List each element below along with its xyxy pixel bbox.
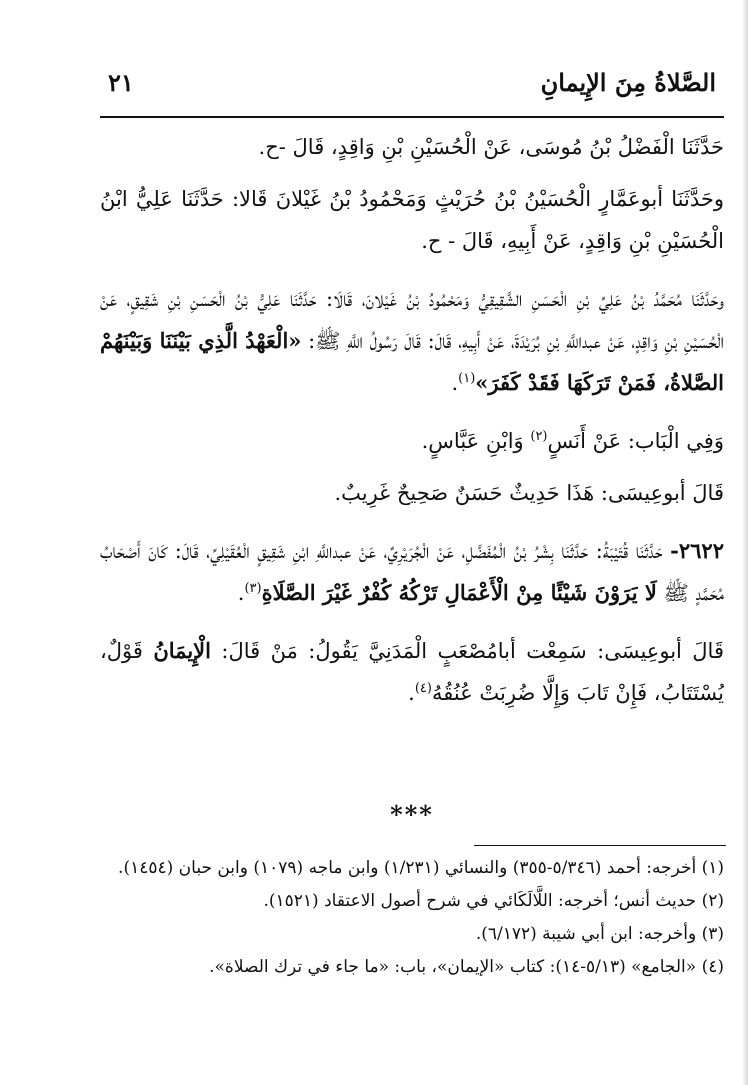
footnote-3: (٣) وأخرجه: ابن أبي شيبة (٦/١٧٢).: [475, 924, 724, 944]
footnote-ref-1: (١): [458, 371, 476, 386]
footnote-ref-2: (٢): [530, 429, 548, 444]
footnotes: [100, 853, 724, 985]
running-header: [100, 66, 722, 106]
footnote-divider: [474, 845, 726, 846]
page-number: ٢١: [108, 68, 134, 97]
footnote-4: (٤) «الجامع» (٥/١٣-١٤): كتاب «الإيمان»، باب: «ما جاء في ترك الصلاة».: [209, 957, 724, 977]
paragraph-2: وحَدَّثَنَا أبوعَمَّارٍ الْحُسَيْنُ بْنُ حُرَيْثٍ وَمَحْمُودُ بْنُ غَيْلانَ قَالا: حَدَّثَنَا عَلِيُّ ابْنُ الْحُسَيْنِ بْنِ وَاقِدٍ، عَنْ أَبِيهِ، قَالَ - ح.: [100, 187, 724, 253]
emphasis-word: الْإِيمَانُ: [153, 638, 211, 663]
hadith-number: ٢٦٢٢-: [670, 538, 724, 563]
paragraph-6: ٢٦٢٢- حَدَّثَنَا قُتَيْبَةُ: حَدَّثَنَا بِشْرُ بْنُ الْمُفَضَّلِ، عَنْ الْجُرَيْرِيِّ، عَنْ عبداللَّهِ ابْنِ شَقِيقٍ الْعُقَيْلِيِّ، قَالَ: كَانَ أَصْحَابُ مُحَمَّدٍ ﷺ لَا يَرَوْنَ شَيْئًا مِنْ الْأَعْمَالِ تَرْكُهُ كُفْرٌ غَيْرَ الصَّلَاةِ$^{(٣)}$.: [100, 538, 724, 605]
paragraph-5: قَالَ أبوعِيسَى: هَذَا حَدِيثٌ حَسَنٌ صَحِيحٌ غَرِيبٌ.: [334, 481, 724, 505]
hadith-text: [100, 126, 724, 730]
footnote-2: (٢) حديث أنس؛ أخرجه: اللَّالَكَائي في شرح أصول الاعتقاد (١٥٢١).: [263, 891, 724, 911]
hadith-quote: لَا يَرَوْنَ شَيْئًا مِنْ الْأَعْمَالِ تَرْكُهُ كُفْرٌ غَيْرَ الصَّلَاةِ: [261, 580, 657, 605]
chapter-title: الصَّلاةُ مِنَ الإِيمانِ: [540, 68, 716, 97]
header-divider: [100, 116, 724, 118]
footnote-ref-3: (٣): [244, 581, 262, 596]
section-separator: ***: [390, 800, 434, 829]
paragraph-7: قَالَ أبوعِيسَى: سَمِعْت أبامُصْعَبٍ الْمَدَنِيَّ يَقُولُ: مَنْ قَالَ: الْإِيمَانُ قَوْلٌ، يُسْتَتَابُ، فَإِنْ تَابَ وَإِلَّا ضُرِبَتْ عُنُقُهُ$^{(٤)}$.: [100, 638, 724, 705]
paragraph-3: وحَدَّثَنَا مُحَمَّدُ بْنُ عَلِيِّ بْنِ الْحَسَنِ الشَّقِيقِيُّ وَمَحْمُودُ بْنُ غَيْلانَ، قَالَا: حَدَّثَنَا عَلِيُّ بْنُ الْحَسَنِ بْنِ شَقِيقٍ، عَنْ الْحُسَيْنِ بْنِ وَاقِدٍ، عَنْ عبداللَّهِ بْنِ بُرَيْدَةَ، عَنْ أَبِيهِ، قَالَ: قَالَ رَسُولُ اللَّهِ ﷺ: «الْعَهْدُ الَّذِي بَيْنَنَا وَبَيْنَهُمْ الصَّلاةُ، فَمَنْ تَرَكَهَا فَقَدْ كَفَرَ»$^{(١)}$.: [100, 287, 725, 395]
paragraph-1: حَدَّثَنَا الْفَضْلُ بْنُ مُوسَى، عَنْ الْحُسَيْنِ بْنِ وَاقِدٍ، قَالَ -ح.: [258, 135, 724, 159]
footnote-1: (١) أخرجه: أحمد (٥/٣٤٦-٣٥٥) والنسائي (١/٢٣١) وابن ماجه (١٠٧٩) وابن حبان (١٤٥٤).: [118, 858, 724, 878]
paragraph-4: وَفِي الْبَاب: عَنْ أَنَسٍ$^{(٢)}$ وَابْنِ عَبَّاسٍ.: [421, 429, 724, 453]
footnote-ref-4: (٤): [414, 681, 432, 696]
hadith-quote: «الْعَهْدُ الَّذِي بَيْنَنَا وَبَيْنَهُمْ الصَّلاةُ، فَمَنْ تَرَكَهَا فَقَدْ كَفَرَ»: [100, 328, 724, 395]
scan-edge-shadow: [742, 0, 748, 1085]
